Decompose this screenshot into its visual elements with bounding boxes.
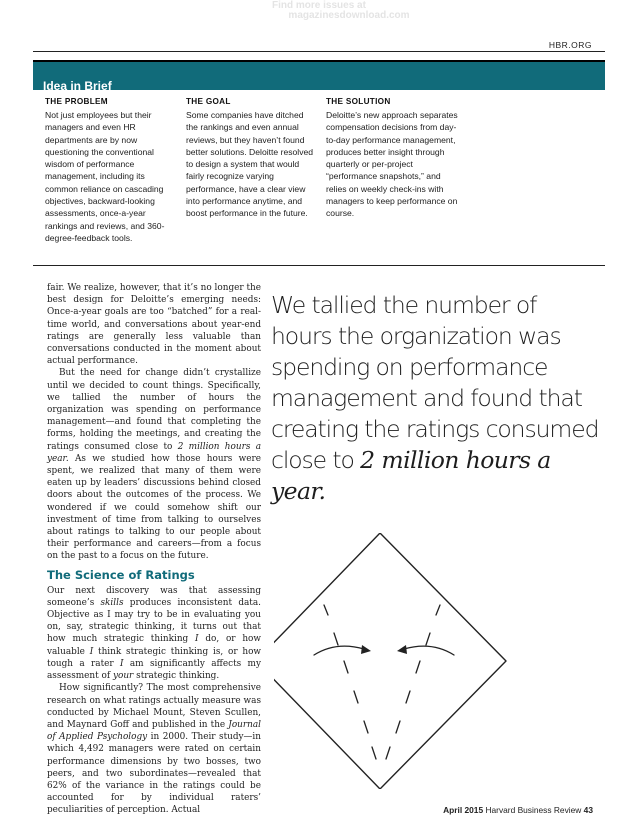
idea-in-brief-columns [33, 90, 605, 244]
pull-quote-text: We tallied the number of hours the organization was spending on performance management and found that creating the ratings consumed close to [271, 291, 599, 474]
arrowhead-right [397, 645, 407, 654]
page-footer [443, 805, 593, 815]
problem-heading: THE PROBLEM [45, 97, 108, 106]
idea-in-brief-header [33, 60, 605, 93]
paragraph-3-text-b: produces inconsistent data. Objective as I may try to be in evaluating you on, say, strategic thinking, it turns out that how much strategic thinking [47, 597, 261, 645]
crease-right-6 [386, 747, 390, 759]
paragraph-3-text-f: strategic thinking. [133, 671, 220, 682]
watermark [0, 1, 638, 21]
crease-left-3 [344, 661, 348, 673]
crease-right-3 [416, 661, 420, 673]
fold-arrow-right [404, 646, 454, 655]
crease-left-4 [354, 691, 358, 703]
paragraph-4-text-a: How significantly? The most comprehensive research on what ratings actually measure was conducted by Michael Mount, Steven Scullen, and Maynard Goff and published in the [47, 683, 261, 730]
crease-left-1 [324, 605, 328, 615]
paragraph-3-text-e: am significantly affects my assessment of [47, 658, 261, 682]
watermark-line-2: magazinesdownload.com [288, 10, 410, 21]
crease-left-2 [334, 633, 338, 645]
paragraph-3-em-i-3: I [120, 658, 124, 669]
top-rule [33, 51, 605, 52]
crease-right-1 [436, 605, 440, 615]
publication-name: Harvard Business Review [485, 805, 582, 815]
page-number: 43 [583, 805, 593, 815]
paragraph-2-emphasis: 2 million hours a year. [47, 441, 261, 464]
fold-arrow-left [314, 646, 364, 655]
site-url: HBR.ORG [548, 40, 592, 50]
goal-column [186, 96, 326, 244]
paragraph-3-text-a: Our next discovery was that assessing someone’s [47, 585, 261, 608]
paragraph-2-text-a: But the need for change didn’t crystallize until we decided to count things. Specifically, we tallied the number of hours the organization was spending on performance management—and found that completing the forms, holding the meetings, and creating the ratings consumed close to [47, 368, 261, 452]
section-heading: The Science of Ratings [47, 567, 195, 582]
goal-heading: THE GOAL [186, 97, 231, 106]
pull-quote-emphasis: 2 million hours a year. [271, 446, 551, 505]
solution-column [326, 96, 526, 244]
paragraph-2 [47, 367, 261, 562]
diamond-outline [274, 533, 506, 789]
paragraph-3-em-i-1: I [195, 634, 199, 645]
crease-left-6 [372, 747, 376, 759]
paragraph-4-journal-title: Journal of Applied Psychology [47, 719, 261, 743]
paragraph-2-text-b: As we studied how those hours were spent, we realized that many of them were eaten up by leaders’ discussions behind closed doors about the outcomes of the process. We wondered if we could somehow shift our investment of time from talking to ourselves about ratings to talking to our people about their performance and careers—from a focus on the past to a focus on the future. [47, 453, 261, 562]
folded-paper-illustration [274, 533, 594, 789]
paragraph-3 [47, 585, 261, 683]
goal-text: Some companies have ditched the rankings and even annual reviews, but they haven’t found better solutions. Deloitte resolved to design a system that would fairly recognize varying performance, have a clear view into performance anytime, and boost performance in the future. [186, 110, 314, 219]
issue-date: April 2015 [443, 805, 484, 815]
solution-heading: THE SOLUTION [326, 97, 391, 106]
paragraph-4 [47, 682, 261, 816]
idea-in-brief-box [33, 60, 605, 265]
paragraph-3-text-c: do, or how valuable [47, 634, 261, 657]
crease-right-2 [426, 633, 430, 645]
paragraph-3-em-skills: skills [100, 597, 124, 608]
crease-left-5 [364, 721, 368, 733]
watermark-line-1: Find more issues at [272, 0, 366, 11]
problem-column [45, 96, 186, 244]
solution-text: Deloitte’s new approach separates compensation decisions from day-to-day performance management, produces better insight through quarterly or per-project “performance snapshots,” and relies on weekly check-ins with managers to keep performance on course. [326, 110, 458, 219]
paragraph-1: fair. We realize, however, that it’s no longer the best design for Deloitte’s emerging needs: Once-a-year goals are too “batched” for a real-time world, and conversations about year-end ratings are generally less valuable than conversations conducted in the moment about actual performance. [47, 283, 261, 367]
pull-quote [271, 290, 601, 507]
crease-right-4 [406, 691, 410, 703]
paragraph-3-em-your: your [112, 671, 134, 682]
idea-in-brief-title: Idea in Brief [43, 79, 112, 93]
article-body-column [47, 282, 261, 817]
paragraph-4-text-b: in 2000. Their study—in which 4,492 managers were rated on certain performance dimensions by two bosses, two peers, and two subordinates—revealed that 62% of the variance in the ratings could be accounted for by individual raters’ peculiarities of perception. Actual [47, 732, 261, 816]
arrowhead-left [361, 645, 371, 654]
problem-text: Not just employees but their managers and even HR departments are by now questioning the conventional wisdom of performance management, including its common reliance on cascading objectives, backward-looking assessments, once-a-year rankings and reviews, and 360-degree-feedback tools. [45, 110, 165, 243]
paragraph-3-em-i-2: I [89, 646, 94, 657]
crease-right-5 [396, 721, 400, 733]
paragraph-3-text-d: think strategic thinking is, or how tough a rater [47, 646, 262, 669]
brief-bottom-rule [33, 265, 605, 266]
